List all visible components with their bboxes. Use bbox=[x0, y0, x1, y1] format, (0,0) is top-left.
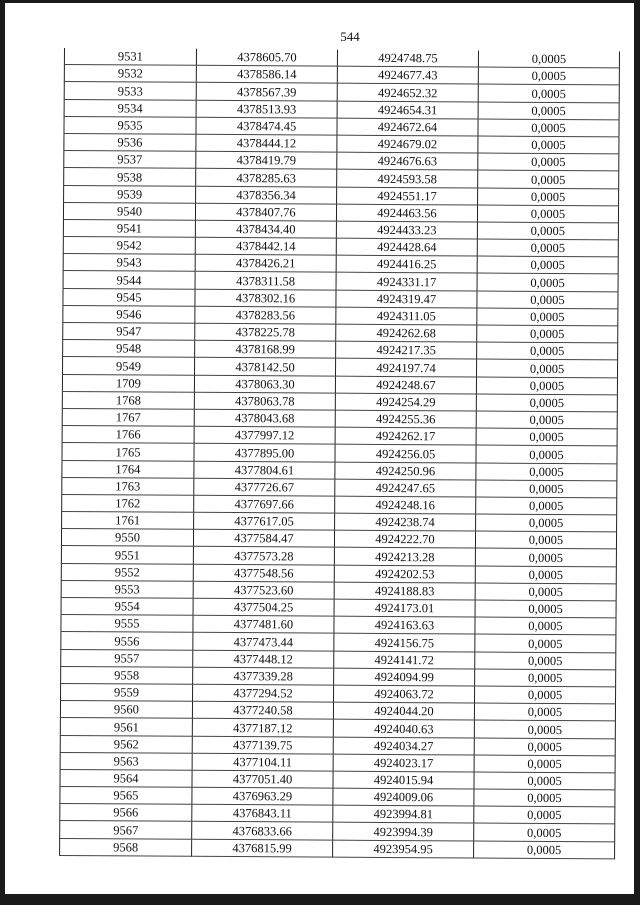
point-number-cell: 9555 bbox=[61, 615, 193, 633]
point-number-cell: 9566 bbox=[60, 804, 192, 822]
point-number-cell: 9567 bbox=[60, 821, 192, 839]
value-cell: 0,0005 bbox=[477, 342, 618, 360]
value-cell: 0,0005 bbox=[477, 205, 618, 223]
value-cell: 0,0005 bbox=[475, 600, 616, 618]
x-coordinate-cell: 4378586.14 bbox=[196, 65, 337, 83]
x-coordinate-cell: 4377051.40 bbox=[192, 770, 333, 788]
value-cell: 0,0005 bbox=[474, 789, 615, 807]
value-cell: 0,0005 bbox=[474, 720, 615, 738]
value-cell: 0,0005 bbox=[476, 394, 617, 412]
y-coordinate-cell: 4924311.05 bbox=[336, 307, 477, 325]
x-coordinate-cell: 4377997.12 bbox=[194, 426, 335, 444]
x-coordinate-cell: 4377523.60 bbox=[193, 581, 334, 599]
point-number-cell: 9537 bbox=[64, 151, 196, 169]
x-coordinate-cell: 4378356.34 bbox=[196, 186, 337, 204]
x-coordinate-cell: 4377339.28 bbox=[193, 667, 334, 685]
value-cell: 0,0005 bbox=[478, 153, 619, 171]
x-coordinate-cell: 4378283.56 bbox=[195, 306, 336, 324]
x-coordinate-cell: 4376833.66 bbox=[192, 822, 333, 840]
scan-edge-bottom bbox=[0, 894, 640, 905]
point-number-cell: 9562 bbox=[60, 735, 192, 753]
value-cell: 0,0005 bbox=[478, 170, 619, 188]
x-coordinate-cell: 4377573.28 bbox=[193, 547, 334, 565]
x-coordinate-cell: 4376815.99 bbox=[192, 839, 333, 857]
value-cell: 0,0005 bbox=[477, 325, 618, 343]
y-coordinate-cell: 4924319.47 bbox=[336, 290, 477, 308]
x-coordinate-cell: 4376843.11 bbox=[192, 805, 333, 823]
value-cell: 0,0005 bbox=[478, 67, 619, 85]
point-number-cell: 9544 bbox=[63, 271, 195, 289]
coordinates-table-body bbox=[60, 48, 620, 859]
x-coordinate-cell: 4377584.47 bbox=[193, 530, 334, 548]
x-coordinate-cell: 4378474.45 bbox=[196, 117, 337, 135]
x-coordinate-cell: 4377895.00 bbox=[194, 444, 335, 462]
value-cell: 0,0005 bbox=[475, 548, 616, 566]
x-coordinate-cell: 4376963.29 bbox=[192, 787, 333, 805]
y-coordinate-cell: 4924222.70 bbox=[334, 530, 475, 548]
y-coordinate-cell: 4924015.94 bbox=[333, 771, 474, 789]
y-coordinate-cell: 4924248.67 bbox=[335, 376, 476, 394]
y-coordinate-cell: 4924654.31 bbox=[337, 101, 478, 119]
point-number-cell: 9565 bbox=[60, 787, 192, 805]
y-coordinate-cell: 4924238.74 bbox=[335, 513, 476, 531]
y-coordinate-cell: 4924652.32 bbox=[337, 84, 478, 102]
value-cell: 0,0005 bbox=[476, 463, 617, 481]
value-cell: 0,0005 bbox=[478, 119, 619, 137]
value-cell: 0,0005 bbox=[477, 273, 618, 291]
y-coordinate-cell: 4924677.43 bbox=[337, 66, 478, 84]
value-cell: 0,0005 bbox=[474, 806, 615, 824]
point-number-cell: 9568 bbox=[60, 838, 192, 856]
scan-edge-left bbox=[0, 0, 5, 905]
y-coordinate-cell: 4924433.23 bbox=[336, 221, 477, 239]
y-coordinate-cell: 4924331.17 bbox=[336, 273, 477, 291]
value-cell: 0,0005 bbox=[475, 583, 616, 601]
x-coordinate-cell: 4377104.11 bbox=[192, 753, 333, 771]
value-cell: 0,0005 bbox=[478, 51, 619, 69]
y-coordinate-cell: 4924551.17 bbox=[337, 187, 478, 205]
y-coordinate-cell: 4924173.01 bbox=[334, 599, 475, 617]
point-number-cell: 1762 bbox=[62, 494, 194, 512]
value-cell: 0,0005 bbox=[474, 703, 615, 721]
point-number-cell: 9535 bbox=[64, 116, 196, 134]
point-number-cell: 9551 bbox=[61, 546, 193, 564]
value-cell: 0,0005 bbox=[478, 188, 619, 206]
point-number-cell: 9548 bbox=[63, 340, 195, 358]
y-coordinate-cell: 4924009.06 bbox=[333, 788, 474, 806]
point-number-cell: 9561 bbox=[60, 718, 192, 736]
x-coordinate-cell: 4377804.61 bbox=[194, 461, 335, 479]
x-coordinate-cell: 4378444.12 bbox=[196, 134, 337, 152]
point-number-cell: 9534 bbox=[64, 99, 196, 117]
y-coordinate-cell: 4924262.68 bbox=[336, 324, 477, 342]
x-coordinate-cell: 4377473.44 bbox=[193, 633, 334, 651]
y-coordinate-cell: 4923994.81 bbox=[333, 805, 474, 823]
x-coordinate-cell: 4377481.60 bbox=[193, 615, 334, 633]
scan-edge-right bbox=[634, 0, 640, 905]
x-coordinate-cell: 4377548.56 bbox=[193, 564, 334, 582]
y-coordinate-cell: 4924463.56 bbox=[336, 204, 477, 222]
point-number-cell: 9563 bbox=[60, 752, 192, 770]
point-number-cell: 9533 bbox=[64, 82, 196, 100]
y-coordinate-cell: 4924217.35 bbox=[336, 341, 477, 359]
point-number-cell: 9546 bbox=[63, 305, 195, 323]
point-number-cell: 1766 bbox=[62, 426, 194, 444]
y-coordinate-cell: 4924255.36 bbox=[335, 410, 476, 428]
coordinates-table bbox=[59, 48, 620, 859]
point-number-cell: 1764 bbox=[62, 460, 194, 478]
point-number-cell: 9542 bbox=[63, 237, 195, 255]
y-coordinate-cell: 4924247.65 bbox=[335, 479, 476, 497]
point-number-cell: 9549 bbox=[63, 357, 195, 375]
point-number-cell: 9558 bbox=[61, 666, 193, 684]
y-coordinate-cell: 4923954.95 bbox=[333, 840, 474, 858]
x-coordinate-cell: 4377240.58 bbox=[192, 701, 333, 719]
y-coordinate-cell: 4924040.63 bbox=[333, 719, 474, 737]
y-coordinate-cell: 4924262.17 bbox=[335, 427, 476, 445]
x-coordinate-cell: 4378513.93 bbox=[196, 100, 337, 118]
coordinates-table-wrapper bbox=[59, 48, 616, 859]
value-cell: 0,0005 bbox=[478, 136, 619, 154]
value-cell: 0,0005 bbox=[477, 359, 618, 377]
point-number-cell: 9557 bbox=[61, 649, 193, 667]
value-cell: 0,0005 bbox=[475, 669, 616, 687]
value-cell: 0,0005 bbox=[477, 308, 618, 326]
y-coordinate-cell: 4924094.99 bbox=[334, 668, 475, 686]
point-number-cell: 9550 bbox=[61, 529, 193, 547]
value-cell: 0,0005 bbox=[474, 755, 615, 773]
value-cell: 0,0005 bbox=[475, 566, 616, 584]
y-coordinate-cell: 4924197.74 bbox=[336, 359, 477, 377]
y-coordinate-cell: 4924063.72 bbox=[334, 685, 475, 703]
table-row bbox=[60, 838, 615, 859]
value-cell: 0,0005 bbox=[475, 531, 616, 549]
point-number-cell: 1768 bbox=[62, 391, 194, 409]
x-coordinate-cell: 4378043.68 bbox=[194, 409, 335, 427]
scan-edge-top bbox=[0, 0, 640, 3]
value-cell: 0,0005 bbox=[477, 291, 618, 309]
point-number-cell: 9552 bbox=[61, 563, 193, 581]
value-cell: 0,0005 bbox=[476, 514, 617, 532]
y-coordinate-cell: 4923994.39 bbox=[333, 823, 474, 841]
y-coordinate-cell: 4924044.20 bbox=[333, 702, 474, 720]
value-cell: 0,0005 bbox=[476, 411, 617, 429]
value-cell: 0,0005 bbox=[477, 239, 618, 257]
page-number: 544 bbox=[340, 29, 360, 44]
point-number-cell: 9545 bbox=[63, 288, 195, 306]
point-number-cell: 9531 bbox=[64, 48, 196, 65]
point-number-cell: 9538 bbox=[64, 168, 196, 186]
y-coordinate-cell: 4924676.63 bbox=[337, 152, 478, 170]
y-coordinate-cell: 4924748.75 bbox=[337, 50, 478, 68]
y-coordinate-cell: 4924156.75 bbox=[334, 634, 475, 652]
value-cell: 0,0005 bbox=[476, 480, 617, 498]
point-number-cell: 1765 bbox=[62, 443, 194, 461]
point-number-cell: 9553 bbox=[61, 580, 193, 598]
x-coordinate-cell: 4377697.66 bbox=[194, 495, 335, 513]
value-cell: 0,0005 bbox=[476, 445, 617, 463]
x-coordinate-cell: 4378419.79 bbox=[196, 151, 337, 169]
y-coordinate-cell: 4924034.27 bbox=[333, 737, 474, 755]
x-coordinate-cell: 4377448.12 bbox=[193, 650, 334, 668]
value-cell: 0,0005 bbox=[477, 256, 618, 274]
y-coordinate-cell: 4924141.72 bbox=[334, 651, 475, 669]
value-cell: 0,0005 bbox=[474, 738, 615, 756]
point-number-cell: 1761 bbox=[62, 512, 194, 530]
x-coordinate-cell: 4378285.63 bbox=[196, 169, 337, 187]
point-number-cell: 9556 bbox=[61, 632, 193, 650]
x-coordinate-cell: 4378142.50 bbox=[195, 358, 336, 376]
value-cell: 0,0005 bbox=[476, 377, 617, 395]
x-coordinate-cell: 4378605.70 bbox=[196, 49, 337, 67]
point-number-cell: 9560 bbox=[60, 701, 192, 719]
point-number-cell: 9539 bbox=[64, 185, 196, 203]
y-coordinate-cell: 4924428.64 bbox=[336, 238, 477, 256]
value-cell: 0,0005 bbox=[478, 84, 619, 102]
value-cell: 0,0005 bbox=[474, 841, 615, 859]
y-coordinate-cell: 4924188.83 bbox=[334, 582, 475, 600]
point-number-cell: 9554 bbox=[61, 597, 193, 615]
x-coordinate-cell: 4378442.14 bbox=[195, 237, 336, 255]
value-cell: 0,0005 bbox=[476, 497, 617, 515]
y-coordinate-cell: 4924163.63 bbox=[334, 616, 475, 634]
x-coordinate-cell: 4378426.21 bbox=[195, 255, 336, 273]
value-cell: 0,0005 bbox=[474, 772, 615, 790]
y-coordinate-cell: 4924593.58 bbox=[337, 169, 478, 187]
x-coordinate-cell: 4378311.58 bbox=[195, 272, 336, 290]
y-coordinate-cell: 4924213.28 bbox=[334, 548, 475, 566]
value-cell: 0,0005 bbox=[475, 617, 616, 635]
value-cell: 0,0005 bbox=[474, 823, 615, 841]
x-coordinate-cell: 4378567.39 bbox=[196, 83, 337, 101]
x-coordinate-cell: 4378063.78 bbox=[194, 392, 335, 410]
y-coordinate-cell: 4924202.53 bbox=[334, 565, 475, 583]
x-coordinate-cell: 4378168.99 bbox=[195, 340, 336, 358]
point-number-cell: 9536 bbox=[64, 133, 196, 151]
y-coordinate-cell: 4924416.25 bbox=[336, 255, 477, 273]
value-cell: 0,0005 bbox=[478, 102, 619, 120]
x-coordinate-cell: 4378302.16 bbox=[195, 289, 336, 307]
x-coordinate-cell: 4377504.25 bbox=[193, 598, 334, 616]
point-number-cell: 9543 bbox=[63, 254, 195, 272]
x-coordinate-cell: 4378434.40 bbox=[195, 220, 336, 238]
point-number-cell: 9540 bbox=[63, 202, 195, 220]
y-coordinate-cell: 4924256.05 bbox=[335, 444, 476, 462]
x-coordinate-cell: 4377726.67 bbox=[194, 478, 335, 496]
x-coordinate-cell: 4377294.52 bbox=[193, 684, 334, 702]
point-number-cell: 9532 bbox=[64, 65, 196, 83]
point-number-cell: 9559 bbox=[61, 683, 193, 701]
value-cell: 0,0005 bbox=[475, 686, 616, 704]
x-coordinate-cell: 4378225.78 bbox=[195, 323, 336, 341]
point-number-cell: 1767 bbox=[62, 408, 194, 426]
x-coordinate-cell: 4378063.30 bbox=[194, 375, 335, 393]
y-coordinate-cell: 4924672.64 bbox=[337, 118, 478, 136]
y-coordinate-cell: 4924254.29 bbox=[335, 393, 476, 411]
y-coordinate-cell: 4924248.16 bbox=[335, 496, 476, 514]
x-coordinate-cell: 4378407.76 bbox=[195, 203, 336, 221]
point-number-cell: 1763 bbox=[62, 477, 194, 495]
point-number-cell: 1709 bbox=[62, 374, 194, 392]
value-cell: 0,0005 bbox=[475, 634, 616, 652]
y-coordinate-cell: 4924023.17 bbox=[333, 754, 474, 772]
x-coordinate-cell: 4377139.75 bbox=[192, 736, 333, 754]
x-coordinate-cell: 4377187.12 bbox=[192, 719, 333, 737]
y-coordinate-cell: 4924679.02 bbox=[337, 135, 478, 153]
point-number-cell: 9547 bbox=[63, 322, 195, 340]
point-number-cell: 9541 bbox=[63, 219, 195, 237]
value-cell: 0,0005 bbox=[475, 652, 616, 670]
x-coordinate-cell: 4377617.05 bbox=[194, 512, 335, 530]
value-cell: 0,0005 bbox=[476, 428, 617, 446]
point-number-cell: 9564 bbox=[60, 769, 192, 787]
value-cell: 0,0005 bbox=[477, 222, 618, 240]
y-coordinate-cell: 4924250.96 bbox=[335, 462, 476, 480]
